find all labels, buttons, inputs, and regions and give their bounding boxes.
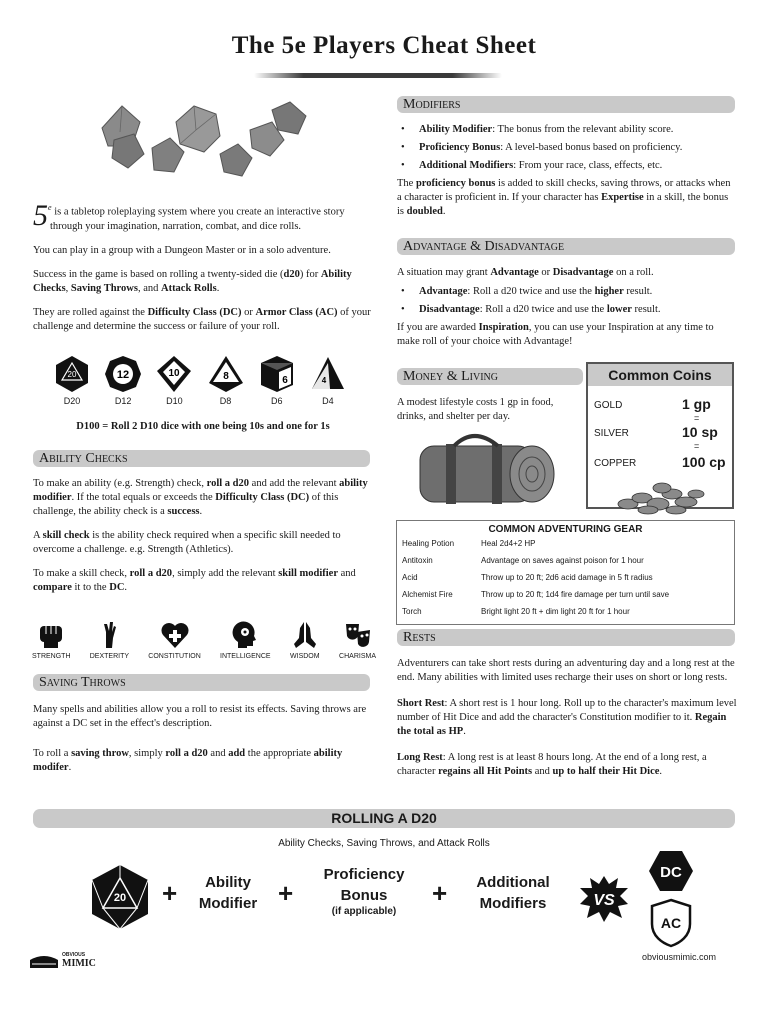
dice-pile-illustration (92, 100, 312, 180)
saving-throws-heading: Saving Throws (33, 674, 370, 691)
adventuring-gear-table (396, 520, 735, 625)
advantage-list (397, 285, 737, 317)
gear-heading: COMMON ADVENTURING GEAR (488, 524, 643, 535)
dropcap: 5 (33, 199, 48, 232)
die-d6: 6 D6 (257, 355, 297, 406)
intro-section (33, 201, 373, 344)
coins-heading: Common Coins (588, 364, 732, 386)
ability-intelligence: INTELLIGENCE (220, 620, 271, 660)
rests-heading: Rests (397, 629, 735, 646)
intro-paragraph-2: You can play in a group with a Dungeon Master or in a solo adventure. (33, 244, 331, 256)
plus-icon: + (432, 878, 448, 908)
list-item: • Disadvantage: Roll a d20 twice and use the lower result. (397, 303, 737, 317)
coin-pile-illustration (612, 474, 708, 516)
table-row: Torch Bright light 20 ft + dim light 20 ft for 1 hour (402, 607, 630, 616)
bedroll-illustration (414, 432, 556, 510)
brand-logo: OBVIOUS MIMIC (28, 952, 108, 972)
modifiers-paragraph: The proficiency bonus is added to skill checks, saving throws, or attacks when a character is proficient in. If your character has Expertise in a skill, the bonus is doubled. (397, 178, 731, 217)
list-item: • Proficiency Bonus: A level-based bonus based on proficiency. (397, 141, 737, 155)
saving-throws-paragraph-1: Many spells and abilities allow you a roll to resist its effects. Saving throws are against a DC set in the effect's description. (33, 704, 367, 729)
list-item: • Additional Modifiers: From your race, class, effects, etc. (397, 159, 737, 173)
intro-paragraph-3: Success in the game is based on rolling a twenty-sided die (d20) for Ability Checks, Saving Throws, and Attack Rolls. (33, 268, 352, 294)
d6-icon (259, 355, 295, 393)
saving-throws-section (33, 703, 373, 785)
d100-note: D100 = Roll 2 D10 dice with one being 10s and one for 1s (76, 421, 330, 432)
ability-checks-paragraph-3: To make a skill check, roll a d20, simply add the relevant skill modifier and compare it to the DC. (33, 568, 356, 593)
hand-icon (94, 620, 124, 650)
d12-icon (104, 355, 142, 393)
ability-icons-row (32, 620, 376, 660)
svg-text:6: 6 (281, 375, 288, 386)
heart-plus-icon (160, 620, 190, 650)
ability-checks-paragraph-1: To make an ability (e.g. Strength) check, roll a d20 and add the relevant ability modifier. If the total equals or exceeds the Difficulty Class (DC) of this challenge, the ability check is a success. (33, 478, 368, 517)
ability-checks-heading: Ability Checks (33, 450, 370, 467)
page-title: The 5e Players Cheat Sheet (231, 32, 537, 59)
head-gears-icon (230, 620, 260, 650)
die-d10: 10 D10 (154, 355, 194, 406)
dice-types-row (52, 355, 348, 406)
intro-paragraph: 5 $^e$ is a tabletop roleplaying system where you create an interactive story through your imagination, narration, combat, and dice rolls. (33, 199, 345, 232)
d20-icon (90, 864, 150, 930)
roll-formula (0, 850, 768, 950)
ability-modifier-label: Ability Modifier (198, 874, 258, 912)
website-link[interactable]: obviousmimic.com (642, 952, 717, 962)
saving-throws-paragraph-2: To roll a saving throw, simply roll a d20 and add the appropriate ability modifer. (33, 748, 343, 773)
masks-icon (343, 620, 373, 650)
ability-checks-section (33, 477, 373, 605)
die-d20: 20 D20 (52, 355, 92, 406)
advantage-paragraph-2: If you are awarded Inspiration, you can use your Inspiration at any time to make roll of your choice with Advantage! (397, 322, 714, 347)
die-d8: 8 D8 (206, 355, 246, 406)
advantage-section (397, 266, 737, 359)
d8-icon (208, 355, 244, 393)
long-rest-paragraph: Long Rest: A long rest is at least 8 hours long. At the end of a long rest, a character regains all Hit Points and up to half their Hit Dice. (397, 752, 707, 777)
praying-hands-icon (290, 620, 320, 650)
proficiency-bonus-label: Proficiency Bonus (if applicable) (323, 866, 405, 917)
money-text: A modest lifestyle costs 1 gp in food, drinks, and shelter per day. (397, 397, 554, 422)
rests-section (397, 657, 737, 789)
ability-strength: STRENGTH (32, 620, 71, 660)
rests-paragraph-1: Adventurers can take short rests during an adventuring day and a long rest at the end. Many abilities with limited uses recharge their uses on short or long rests. (397, 658, 735, 683)
d10-icon (156, 355, 192, 393)
common-coins-box: Common Coins GOLD 1 gp = SILVER 10 sp = COPPER 100 cp (586, 362, 734, 509)
table-row: Acid Throw up to 20 ft; 2d6 acid damage in 5 ft radius (402, 573, 653, 582)
svg-text:VS: VS (593, 892, 615, 909)
table-row: Antitoxin Advantage on saves against poison for 1 hour (402, 556, 644, 565)
list-item: • Ability Modifier: The bonus from the relevant ability score. (397, 123, 737, 137)
advantage-heading: Advantage & Disadvantage (397, 238, 735, 255)
svg-text:AC: AC (660, 915, 682, 931)
fist-icon (36, 620, 66, 650)
modifiers-list (397, 123, 737, 173)
ac-shield-icon (650, 898, 692, 948)
table-row: Healing Potion Heal 2d4+2 HP (402, 539, 536, 548)
advantage-paragraph-1: A situation may grant Advantage or Disadvantage on a roll. (397, 267, 654, 278)
d20-icon (54, 355, 90, 393)
plus-icon: + (162, 878, 178, 908)
ability-constitution: CONSTITUTION (148, 620, 201, 660)
modifiers-heading: Modifiers (397, 96, 735, 113)
intro-paragraph-4: They are rolled against the Difficulty Class (DC) or Armor Class (AC) of your challenge and determine the success or failure of your roll. (33, 306, 371, 332)
additional-modifiers-label: Additional Modifiers (476, 874, 550, 912)
ability-checks-paragraph-2: A skill check is the ability check required when a specific skill needed to overcome a challenge. e.g. Strength (Athletics). (33, 530, 341, 555)
svg-text:8: 8 (222, 371, 229, 382)
d4-icon (310, 355, 346, 393)
svg-text:10: 10 (168, 368, 180, 379)
svg-text:DC: DC (660, 864, 682, 881)
ability-charisma: CHARISMA (339, 620, 376, 660)
die-d4: 4 D4 (308, 355, 348, 406)
svg-text:20: 20 (67, 370, 77, 379)
svg-text:12: 12 (117, 369, 130, 381)
die-d12: 12 D12 (103, 355, 143, 406)
plus-icon: + (278, 878, 294, 908)
rolling-subtitle: Ability Checks, Saving Throws, and Attack Rolls (278, 838, 490, 849)
svg-text:4: 4 (321, 376, 327, 385)
modifiers-section (397, 123, 737, 229)
ability-dexterity: DEXTERITY (90, 620, 129, 660)
versus-splat-icon (578, 874, 630, 924)
mimic-chest-icon (28, 954, 60, 970)
title-underline (254, 73, 502, 78)
short-rest-paragraph: Short Rest: A short rest is 1 hour long. Roll up to the character's maximum level number of Hit Dice and add the character's Constitution modifier to it. Regain the total as HP. (397, 698, 737, 737)
dc-badge-icon (648, 850, 694, 892)
rolling-heading: ROLLING A D20 (33, 809, 735, 828)
ability-wisdom: WISDOM (290, 620, 320, 660)
svg-text:20: 20 (113, 892, 127, 904)
list-item: • Advantage: Roll a d20 twice and use the higher result. (397, 285, 737, 299)
table-row: Alchemist Fire Throw up to 20 ft; 1d4 fire damage per turn until save (402, 590, 670, 599)
money-heading: Money & Living (397, 368, 583, 385)
